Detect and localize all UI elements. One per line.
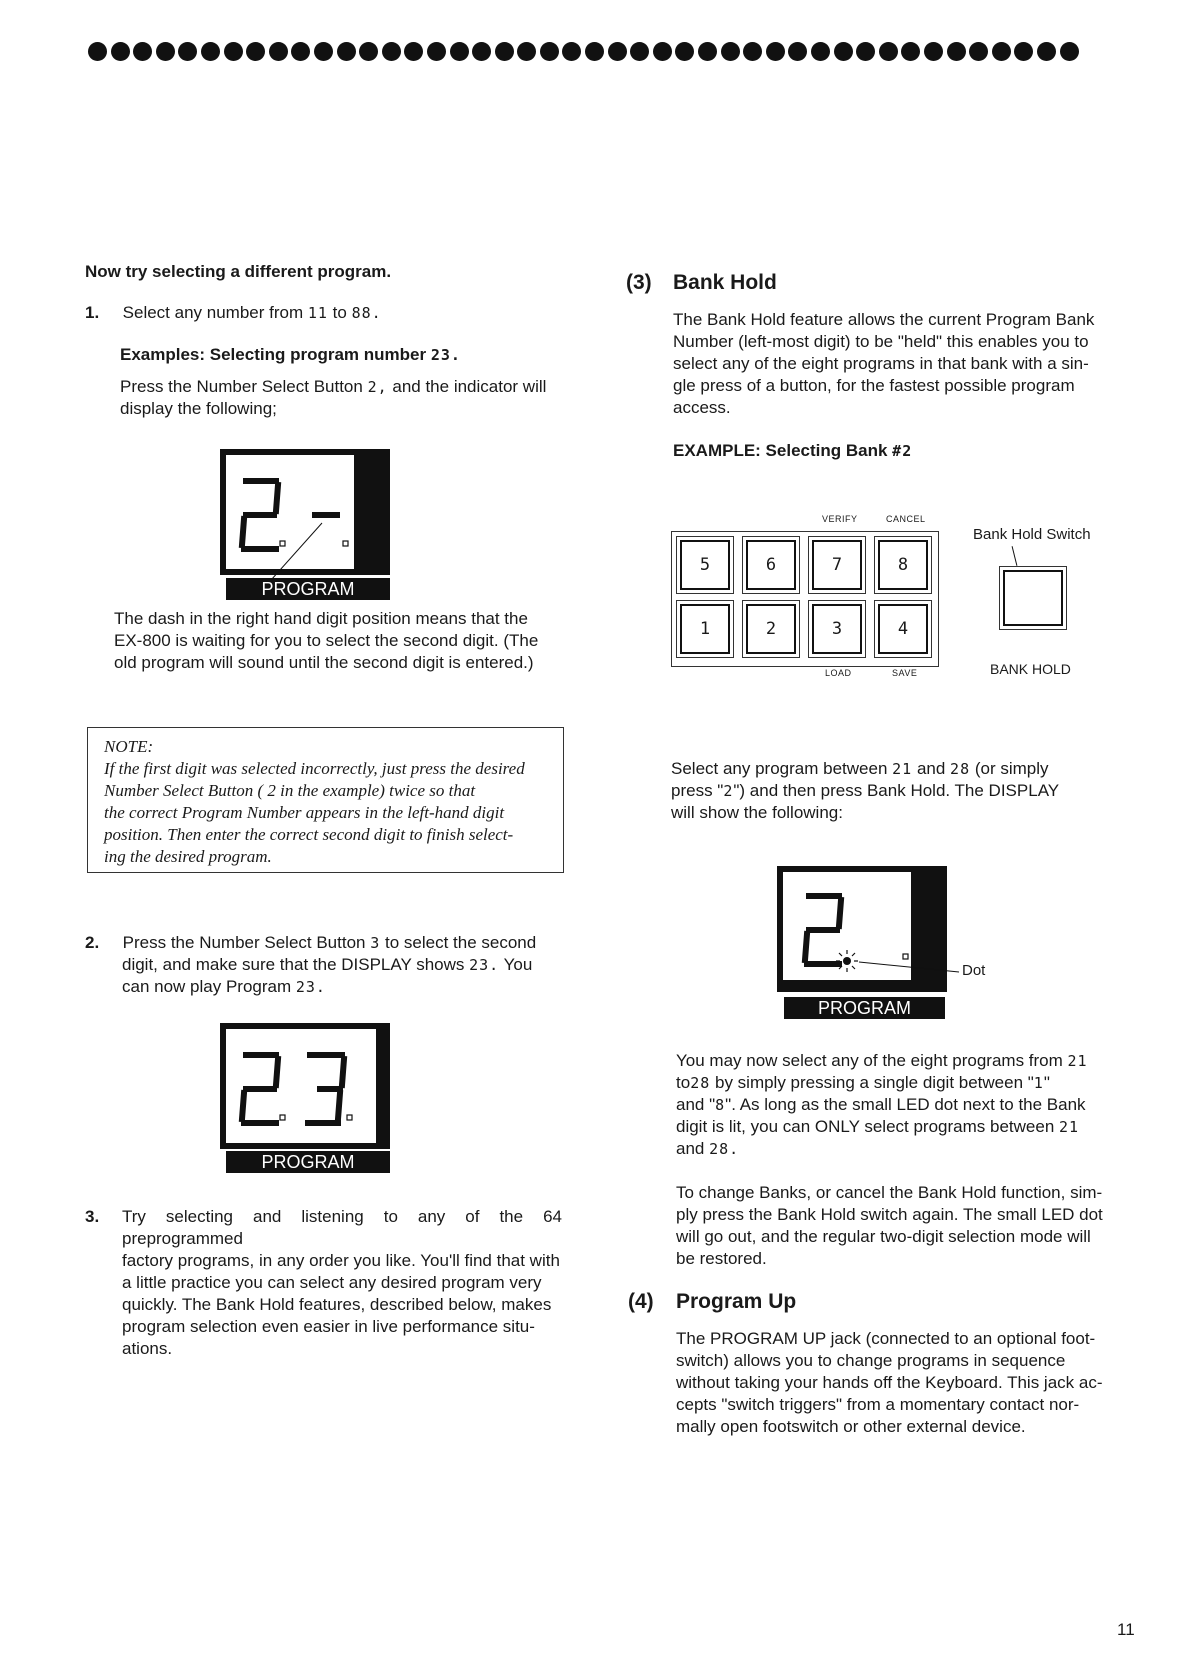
bank-example-value: #2 bbox=[892, 442, 913, 460]
cancel-label: CANCEL bbox=[886, 514, 926, 524]
lcd-23-graphic bbox=[220, 1023, 390, 1149]
header-dot bbox=[1014, 42, 1033, 61]
header-dot bbox=[653, 42, 672, 61]
header-dot bbox=[472, 42, 491, 61]
press-text-b: and the indicator will bbox=[392, 377, 547, 396]
bank-hold-button[interactable] bbox=[999, 566, 1067, 630]
header-dot bbox=[88, 42, 107, 61]
header-dot bbox=[947, 42, 966, 61]
may-now-text: You may now select any of the eight programs from bbox=[676, 1051, 1063, 1070]
may-now-line bbox=[676, 1116, 1108, 1138]
program-display-1 bbox=[220, 449, 390, 597]
note-line: ing the desired program. bbox=[104, 847, 272, 866]
bank-hold-line: Number (left-most digit) to be "held" this enables you to bbox=[673, 332, 1089, 351]
header-dot bbox=[156, 42, 175, 61]
section3-title: Bank Hold bbox=[673, 271, 777, 294]
page-number: 11 bbox=[1117, 1620, 1135, 1639]
may-now-digit: 1 bbox=[1033, 1074, 1044, 1092]
header-dot bbox=[404, 42, 423, 61]
bank-hold-paragraph bbox=[673, 309, 1105, 419]
step1-text-b: to bbox=[332, 303, 347, 322]
may-now-text: by simply pressing a single digit between " bbox=[714, 1073, 1034, 1092]
bank-hold-button-label: BANK HOLD bbox=[990, 661, 1071, 677]
select-digit: 2 bbox=[723, 782, 734, 800]
bank-hold-switch-pointer bbox=[1012, 546, 1018, 566]
step2-line-1 bbox=[85, 932, 565, 954]
press-paragraph bbox=[120, 376, 560, 420]
may-now-text: ". As long as the small LED dot next to the Bank bbox=[725, 1095, 1086, 1114]
step2-text: digit, and make sure that the DISPLAY shows bbox=[122, 955, 465, 974]
header-dot bbox=[1037, 42, 1056, 61]
header-dot bbox=[834, 42, 853, 61]
step1-line bbox=[85, 302, 382, 324]
number-key-4[interactable] bbox=[874, 600, 932, 658]
number-key-label: 3 bbox=[812, 604, 862, 654]
load-label: LOAD bbox=[825, 668, 852, 678]
note-line: the correct Program Number appears in the left-hand digit bbox=[104, 803, 505, 822]
header-dot bbox=[427, 42, 446, 61]
may-now-text: to bbox=[676, 1073, 691, 1092]
number-key-2[interactable] bbox=[742, 600, 800, 658]
step1-number: 1. bbox=[85, 303, 100, 322]
bank-hold-line: select any of the eight programs in that bank with a sin- bbox=[673, 354, 1089, 373]
select-text: ") and then press Bank Hold. The DISPLAY bbox=[733, 781, 1060, 800]
may-now-digits: 28. bbox=[709, 1140, 740, 1158]
bank-hold-line: gle press of a button, for the fastest possible program bbox=[673, 376, 1075, 395]
number-key-label: 8 bbox=[878, 540, 928, 590]
header-dot bbox=[224, 42, 243, 61]
program-display-2 bbox=[220, 1023, 390, 1149]
dash-caption-line: old program will sound until the second digit is entered.) bbox=[114, 653, 534, 672]
select-paragraph bbox=[671, 758, 1111, 824]
press-digit: 2, bbox=[367, 378, 388, 396]
may-now-digit: 8 bbox=[715, 1096, 726, 1114]
note-line: Number Select Button ( 2 in the example) twice so that bbox=[104, 781, 476, 800]
header-dot bbox=[992, 42, 1011, 61]
change-banks-line: be restored. bbox=[676, 1249, 767, 1268]
step1-from-digits: 11 bbox=[307, 304, 328, 322]
step2-block bbox=[85, 932, 565, 998]
may-now-line bbox=[676, 1072, 1108, 1094]
header-dot bbox=[879, 42, 898, 61]
intro-heading: Now try selecting a different program. bbox=[85, 262, 392, 281]
header-dot bbox=[811, 42, 830, 61]
may-now-line bbox=[676, 1050, 1108, 1072]
step2-text: Press the Number Select Button bbox=[122, 933, 366, 952]
header-dot bbox=[201, 42, 220, 61]
number-key-label: 5 bbox=[680, 540, 730, 590]
program-up-line: mally open footswitch or other external device. bbox=[676, 1417, 1026, 1436]
header-dot bbox=[721, 42, 740, 61]
may-now-text: digit is lit, you can ONLY select programs between bbox=[676, 1117, 1055, 1136]
header-dot bbox=[246, 42, 265, 61]
header-dot bbox=[314, 42, 333, 61]
header-dot bbox=[269, 42, 288, 61]
header-dot bbox=[359, 42, 378, 61]
may-now-line bbox=[676, 1094, 1108, 1116]
save-label: SAVE bbox=[892, 668, 918, 678]
step2-text: You bbox=[503, 955, 533, 974]
select-line-2 bbox=[671, 780, 1111, 802]
header-dot bbox=[630, 42, 649, 61]
header-dot bbox=[585, 42, 604, 61]
select-text: and bbox=[916, 759, 946, 778]
press-line-2: display the following; bbox=[120, 399, 277, 418]
dot-label: Dot bbox=[962, 962, 986, 979]
header-dot bbox=[766, 42, 785, 61]
select-line-3: will show the following: bbox=[671, 803, 843, 822]
header-dot bbox=[178, 42, 197, 61]
program-up-paragraph bbox=[676, 1328, 1108, 1438]
change-banks-paragraph bbox=[676, 1182, 1108, 1270]
number-key-5[interactable] bbox=[676, 536, 734, 594]
select-digits: 21 bbox=[892, 760, 913, 778]
number-key-8[interactable] bbox=[874, 536, 932, 594]
dash-caption bbox=[114, 608, 562, 674]
step3-line: Try selecting and listening to any of the 64 preprogrammed bbox=[122, 1207, 562, 1248]
number-key-label: 4 bbox=[878, 604, 928, 654]
step3-line: a little practice you can select any desired program very bbox=[122, 1273, 542, 1292]
header-dot bbox=[901, 42, 920, 61]
header-dot bbox=[924, 42, 943, 61]
number-keypad bbox=[671, 531, 939, 667]
example-digits: 23. bbox=[430, 346, 461, 364]
header-dot bbox=[382, 42, 401, 61]
number-key-label: 1 bbox=[680, 604, 730, 654]
header-dot bbox=[540, 42, 559, 61]
bank-example-heading: EXAMPLE: Selecting Bank bbox=[673, 441, 888, 460]
bank-hold-switch-label: Bank Hold Switch bbox=[973, 526, 1091, 543]
program-up-line: without taking your hands off the Keyboard. This jack ac- bbox=[676, 1373, 1103, 1392]
select-digits: 28 bbox=[950, 760, 971, 778]
may-now-text: and bbox=[676, 1139, 705, 1158]
note-line: position. Then enter the correct second digit to finish select- bbox=[104, 825, 514, 844]
may-now-text: and " bbox=[676, 1095, 716, 1114]
program-label-3: PROGRAM bbox=[784, 997, 945, 1019]
verify-label: VERIFY bbox=[822, 514, 858, 524]
step2-digits: 23. bbox=[295, 978, 326, 996]
may-now-text: " bbox=[1043, 1073, 1050, 1092]
header-dot bbox=[495, 42, 514, 61]
step2-number: 2. bbox=[85, 933, 100, 952]
bank-hold-line: access. bbox=[673, 398, 731, 417]
step2-text: can now play Program bbox=[122, 977, 292, 996]
header-dot bbox=[111, 42, 130, 61]
bank-hold-line: The Bank Hold feature allows the current Program Bank bbox=[673, 310, 1095, 329]
may-now-paragraph bbox=[676, 1050, 1108, 1160]
select-text: (or simply bbox=[974, 759, 1049, 778]
note-title: NOTE: bbox=[104, 737, 154, 756]
change-banks-line: ply press the Bank Hold switch again. The small LED dot bbox=[676, 1205, 1103, 1224]
number-key-6[interactable] bbox=[742, 536, 800, 594]
number-key-label: 6 bbox=[746, 540, 796, 590]
step2-digit: 3 bbox=[370, 934, 381, 952]
header-dot bbox=[969, 42, 988, 61]
program-up-line: switch) allows you to change programs in sequence bbox=[676, 1351, 1066, 1370]
header-dot bbox=[562, 42, 581, 61]
select-text: Select any program between bbox=[671, 759, 888, 778]
section4-title: Program Up bbox=[676, 1290, 797, 1313]
step3-line: quickly. The Bank Hold features, described below, makes bbox=[122, 1295, 552, 1314]
header-dot bbox=[1060, 42, 1079, 61]
step2-line-2 bbox=[85, 954, 565, 976]
section4-number: (4) bbox=[628, 1290, 654, 1313]
note-box bbox=[87, 727, 564, 873]
step3-number: 3. bbox=[85, 1207, 100, 1226]
header-dot-row bbox=[88, 42, 1108, 68]
header-dot bbox=[743, 42, 762, 61]
number-key-3[interactable] bbox=[808, 600, 866, 658]
program-up-line: The PROGRAM UP jack (connected to an optional foot- bbox=[676, 1329, 1096, 1348]
number-key-1[interactable] bbox=[676, 600, 734, 658]
program-label-1: PROGRAM bbox=[226, 578, 390, 600]
press-line-1 bbox=[120, 376, 560, 398]
step3-line: factory programs, in any order you like. You'll find that with bbox=[122, 1251, 560, 1270]
dash-caption-line: EX-800 is waiting for you to select the second digit. (The bbox=[114, 631, 539, 650]
lcd-2-dash-graphic bbox=[220, 449, 390, 597]
header-dot bbox=[608, 42, 627, 61]
section3-number: (3) bbox=[626, 271, 652, 294]
program-label-2: PROGRAM bbox=[226, 1151, 390, 1173]
number-key-label: 2 bbox=[746, 604, 796, 654]
number-key-7[interactable] bbox=[808, 536, 866, 594]
step3-line: program selection even easier in live performance situ- bbox=[122, 1317, 535, 1336]
step1-text-a: Select any number from bbox=[122, 303, 304, 322]
press-text-a: Press the Number Select Button bbox=[120, 377, 363, 396]
header-dot bbox=[133, 42, 152, 61]
select-line-1 bbox=[671, 758, 1111, 780]
may-now-line bbox=[676, 1138, 1108, 1160]
change-banks-line: To change Banks, or cancel the Bank Hold function, sim- bbox=[676, 1183, 1103, 1202]
change-banks-line: will go out, and the regular two-digit selection mode will bbox=[676, 1227, 1091, 1246]
step3-line: ations. bbox=[122, 1339, 173, 1358]
example-heading: Examples: Selecting program number bbox=[120, 345, 427, 364]
header-dot bbox=[698, 42, 717, 61]
bank-example-heading-line bbox=[673, 440, 912, 462]
note-line: If the first digit was selected incorrectly, just press the desired bbox=[104, 759, 525, 778]
number-key-label: 7 bbox=[812, 540, 862, 590]
example-heading-line bbox=[120, 344, 461, 366]
step2-text: to select the second bbox=[385, 933, 537, 952]
header-dot bbox=[856, 42, 875, 61]
may-now-digits: 21 bbox=[1059, 1118, 1080, 1136]
program-up-line: cepts "switch triggers" from a momentary contact nor- bbox=[676, 1395, 1080, 1414]
step2-line-3 bbox=[85, 976, 565, 998]
step2-digits: 23. bbox=[469, 956, 500, 974]
header-dot bbox=[450, 42, 469, 61]
may-now-digits: 28 bbox=[690, 1074, 711, 1092]
header-dot bbox=[675, 42, 694, 61]
select-text: press " bbox=[671, 781, 724, 800]
header-dot bbox=[291, 42, 310, 61]
header-dot bbox=[517, 42, 536, 61]
step3-text bbox=[122, 1206, 562, 1360]
may-now-digits: 21 bbox=[1067, 1052, 1088, 1070]
header-dot bbox=[788, 42, 807, 61]
step1-to-digits: 88. bbox=[351, 304, 382, 322]
dash-caption-line: The dash in the right hand digit position means that the bbox=[114, 609, 528, 628]
header-dot bbox=[337, 42, 356, 61]
